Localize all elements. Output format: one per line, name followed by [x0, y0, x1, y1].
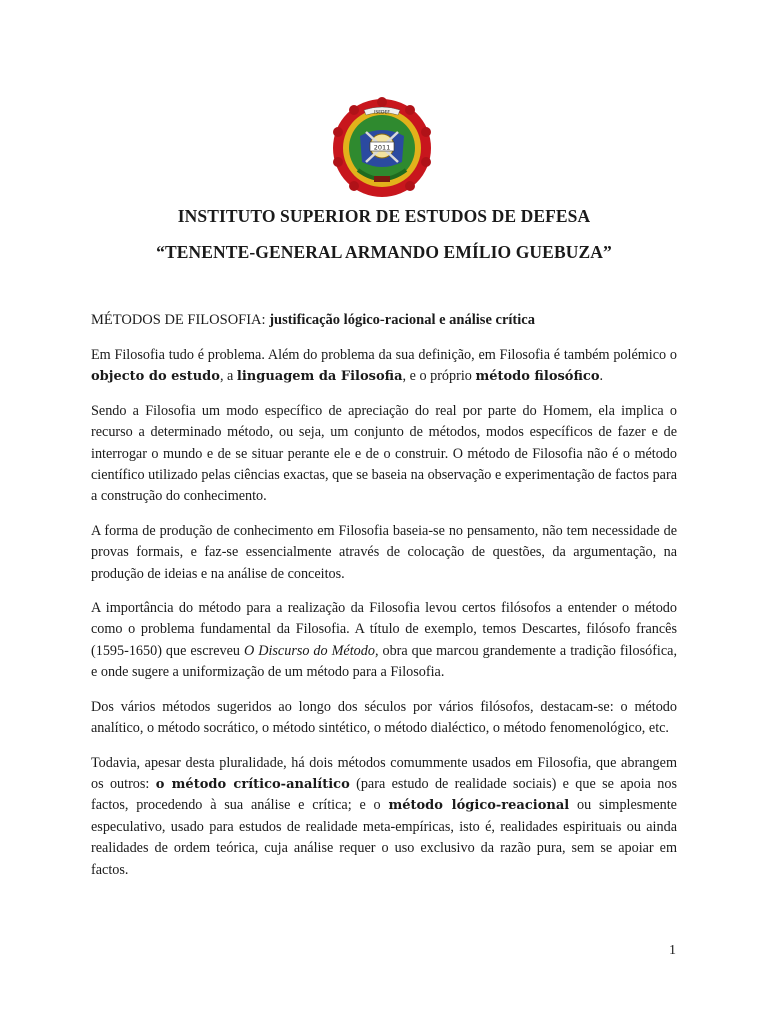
institute-name-heading: INSTITUTO SUPERIOR DE ESTUDOS DE DEFESA	[177, 206, 591, 226]
paragraph-3: A forma de produção de conhecimento em Filosofia baseia-se no pensamento, não tem necessidade de provas formais, e faz-se essencialmente através de colocação de questões, da argumentação, na produção de ideias e na análise de conceitos.	[91, 522, 677, 582]
paragraph-6	[91, 753, 677, 881]
p4-text: A importância do método para a realização da Filosofia levou certos filósofos a entender o método como o problema fundamental da Filosofia. A título de exemplo, temos Descartes, filósofo francês (1595-1650) que escreveu	[91, 600, 677, 659]
p1-text: .	[599, 368, 604, 385]
emblem-banner: ISEDEF	[374, 110, 390, 116]
section-title-lead: MÉTODOS DE FILOSOFIA:	[91, 312, 266, 328]
p1-bold-language: linguagem da Filosofia	[236, 369, 403, 385]
p1-text: , e o próprio	[402, 368, 476, 385]
p6-text: (para estudo de realidade sociais) e que se apoia nos factos, procedendo à sua análise e crítica; e o	[91, 775, 677, 814]
p1-bold-object: objecto do estudo	[91, 369, 220, 385]
p6-text: ou simplesmente especulativo, usado para estudos de realidade meta-empíricas, isto é, realidades espirituais ou ainda realidades de ordem teórica, cuja análise requer o uso exclusivo da razão pura, sem se apoiar em factos.	[91, 797, 677, 878]
paragraph-2: Sendo a Filosofia um modo específico de apreciação do real por parte do Homem, ela implica o recurso a determinado método, ou seja, um conjunto de métodos, modos específicos de fazer e de interrogar o mundo e de se situar perante ele e de o construir. O método de Filosofia não é o método científico utilizado pelas ciências exactas, que se baseia na observação e experimentação de factos para a construção do conhecimento.	[91, 402, 677, 505]
document-body	[91, 309, 677, 894]
p6-bold-logical-method: método lógico-reacional	[388, 798, 570, 814]
section-title	[91, 309, 677, 331]
p4-italic-book-title: O Discurso do Método	[243, 642, 375, 659]
paragraph-5: Dos vários métodos sugeridos ao longo dos séculos por vários filósofos, destacam-se: o método analítico, o método socrático, o método sintético, o método dialéctico, o método fenomenológico, etc.	[91, 698, 677, 737]
p1-text: , a	[219, 368, 237, 385]
paragraph-1	[91, 345, 677, 388]
p1-bold-method: método filosófico	[475, 369, 600, 385]
paragraph-4	[91, 598, 677, 684]
p6-bold-critical-method: o método crítico-analítico	[155, 776, 350, 792]
p1-text: Em Filosofia tudo é problema. Além do problema da sua definição, em Filosofia é também polémico o	[91, 347, 677, 363]
page-number: 1	[669, 943, 676, 958]
institute-patron-heading: “TENENTE-GENERAL ARMANDO EMÍLIO GUEBUZA”	[156, 242, 612, 262]
p6-text: Todavia, apesar desta pluralidade, há dois métodos comummente usados em Filosofia, que abrangem os outros:	[91, 754, 677, 792]
p4-text: , obra que marcou grandemente a tradição filosófica, e onde sugere a uniformização de um método para a Filosofia.	[91, 642, 677, 681]
emblem-year: 2011	[373, 143, 391, 152]
institute-emblem-logo	[330, 96, 434, 200]
section-title-rest: justificação lógico-racional e análise crítica	[265, 312, 535, 328]
